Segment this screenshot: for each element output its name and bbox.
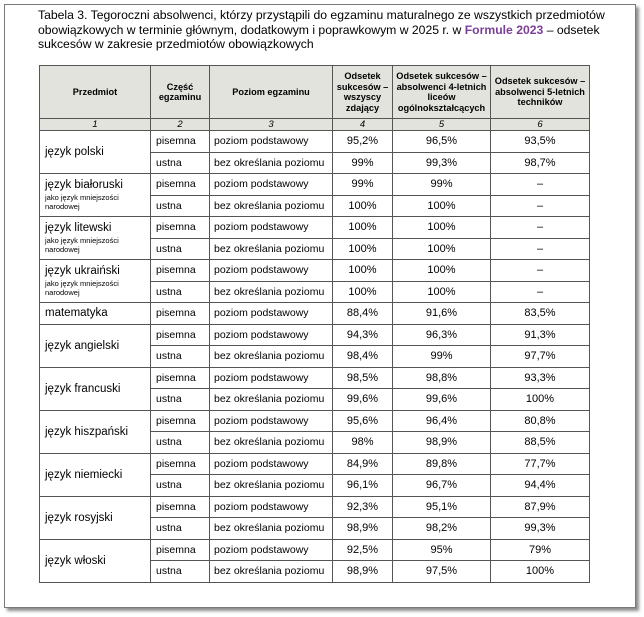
part-cell: ustna: [151, 475, 210, 497]
header-part: Część egzaminu: [151, 66, 210, 119]
subject-name: język białoruski: [45, 179, 123, 191]
success-tech-cell: 87,9%: [491, 496, 590, 518]
part-cell: ustna: [151, 518, 210, 540]
success-tech-cell: 93,3%: [491, 367, 590, 389]
header-tech: Odsetek sukcesów – absolwenci 5-letnich techników: [491, 66, 590, 119]
success-lo-cell: 96,7%: [393, 475, 491, 497]
level-cell: poziom podstawowy: [210, 174, 333, 196]
level-cell: poziom podstawowy: [210, 260, 333, 282]
subject-cell: [40, 410, 151, 453]
success-lo-cell: 99%: [393, 346, 491, 368]
success-all-cell: 100%: [333, 281, 393, 303]
level-cell: poziom podstawowy: [210, 324, 333, 346]
success-tech-cell: 83,5%: [491, 303, 590, 325]
subject-name: język niemiecki: [45, 468, 123, 481]
subject-note: jako język mniejszości narodowej: [45, 279, 119, 297]
success-lo-cell: 100%: [393, 260, 491, 282]
success-tech-cell: 94,4%: [491, 475, 590, 497]
subject-name: język hiszpański: [45, 425, 129, 438]
level-cell: poziom podstawowy: [210, 496, 333, 518]
success-tech-cell: 88,5%: [491, 432, 590, 454]
success-tech-cell: –: [491, 281, 590, 303]
subject-note: jako język mniejszości narodowej: [45, 193, 119, 211]
part-cell: pisemna: [151, 174, 210, 196]
success-lo-cell: 98,9%: [393, 432, 491, 454]
header-row: [40, 66, 590, 119]
part-cell: pisemna: [151, 496, 210, 518]
table-row: [40, 367, 590, 389]
column-number: 6: [491, 119, 590, 131]
success-tech-cell: 79%: [491, 539, 590, 561]
part-cell: ustna: [151, 238, 210, 260]
success-all-cell: 98,4%: [333, 346, 393, 368]
success-all-cell: 98,9%: [333, 518, 393, 540]
part-cell: ustna: [151, 281, 210, 303]
success-all-cell: 100%: [333, 238, 393, 260]
table-row: [40, 217, 590, 239]
success-tech-cell: 77,7%: [491, 453, 590, 475]
success-lo-cell: 100%: [393, 195, 491, 217]
subject-cell: [40, 131, 151, 174]
subject-name: język angielski: [45, 339, 120, 352]
subject-cell: [40, 174, 151, 217]
subject-cell: [40, 260, 151, 303]
subject-cell: [40, 367, 151, 410]
level-cell: bez określania poziomu: [210, 518, 333, 540]
success-all-cell: 100%: [333, 195, 393, 217]
caption-text: Tabela 3. Tegoroczni absolwenci, którzy przystąpili do egzaminu maturalnego ze wszystkich przedmiotów obowiązkowych w terminie głównym, dodatkowym i poprawkowym w 2025 r. w: [38, 8, 605, 37]
success-lo-cell: 100%: [393, 217, 491, 239]
success-lo-cell: 99,3%: [393, 152, 491, 174]
subject-name: język włoski: [45, 554, 106, 567]
level-cell: poziom podstawowy: [210, 367, 333, 389]
success-lo-cell: 96,5%: [393, 131, 491, 153]
column-number-row: [40, 119, 590, 131]
part-cell: pisemna: [151, 367, 210, 389]
success-lo-cell: 97,5%: [393, 561, 491, 583]
success-lo-cell: 96,3%: [393, 324, 491, 346]
table-row: [40, 410, 590, 432]
level-cell: poziom podstawowy: [210, 410, 333, 432]
table-row: [40, 303, 590, 325]
part-cell: ustna: [151, 195, 210, 217]
part-cell: pisemna: [151, 324, 210, 346]
success-lo-cell: 89,8%: [393, 453, 491, 475]
success-all-cell: 99,6%: [333, 389, 393, 411]
column-number: 5: [393, 119, 491, 131]
header-subject: Przedmiot: [40, 66, 151, 119]
level-cell: bez określania poziomu: [210, 152, 333, 174]
subject-name: język litewski: [45, 222, 112, 234]
column-number: 3: [210, 119, 333, 131]
success-tech-cell: –: [491, 238, 590, 260]
subject-name: matematyka: [45, 307, 108, 320]
level-cell: poziom podstawowy: [210, 453, 333, 475]
subject-cell: [40, 303, 151, 325]
success-all-cell: 96,1%: [333, 475, 393, 497]
level-cell: poziom podstawowy: [210, 539, 333, 561]
table-caption: [38, 8, 618, 52]
success-lo-cell: 95%: [393, 539, 491, 561]
success-all-cell: 94,3%: [333, 324, 393, 346]
level-cell: poziom podstawowy: [210, 303, 333, 325]
part-cell: ustna: [151, 152, 210, 174]
success-all-cell: 100%: [333, 260, 393, 282]
header-all: Odsetek sukcesów – wszyscy zdający: [333, 66, 393, 119]
subject-name: język ukraiński: [45, 265, 120, 277]
success-tech-cell: 80,8%: [491, 410, 590, 432]
level-cell: bez określania poziomu: [210, 561, 333, 583]
table-body: [40, 131, 590, 583]
success-lo-cell: 100%: [393, 238, 491, 260]
success-lo-cell: 99%: [393, 174, 491, 196]
table-row: [40, 496, 590, 518]
table-row: [40, 260, 590, 282]
subject-name: język polski: [45, 146, 104, 158]
success-lo-cell: 91,6%: [393, 303, 491, 325]
part-cell: ustna: [151, 561, 210, 583]
success-tech-cell: 91,3%: [491, 324, 590, 346]
table-row: [40, 453, 590, 475]
success-tech-cell: 100%: [491, 389, 590, 411]
success-all-cell: 95,6%: [333, 410, 393, 432]
success-all-cell: 84,9%: [333, 453, 393, 475]
subject-note: jako język mniejszości narodowej: [45, 236, 119, 254]
header-lo: Odsetek sukcesów – absolwenci 4-letnich liceów ogólnokształcących: [393, 66, 491, 119]
column-number: 4: [333, 119, 393, 131]
subject-cell: [40, 324, 151, 367]
success-tech-cell: –: [491, 195, 590, 217]
level-cell: bez określania poziomu: [210, 475, 333, 497]
part-cell: pisemna: [151, 410, 210, 432]
part-cell: pisemna: [151, 303, 210, 325]
column-number: 2: [151, 119, 210, 131]
level-cell: bez określania poziomu: [210, 195, 333, 217]
success-lo-cell: 98,2%: [393, 518, 491, 540]
success-lo-cell: 95,1%: [393, 496, 491, 518]
success-all-cell: 99%: [333, 174, 393, 196]
success-all-cell: 88,4%: [333, 303, 393, 325]
header-level: Poziom egzaminu: [210, 66, 333, 119]
subject-cell: [40, 539, 151, 582]
level-cell: bez określania poziomu: [210, 346, 333, 368]
part-cell: ustna: [151, 346, 210, 368]
subject-cell: [40, 496, 151, 539]
success-all-cell: 100%: [333, 217, 393, 239]
subject-name: język francuski: [45, 382, 121, 395]
column-number: 1: [40, 119, 151, 131]
table-row: [40, 131, 590, 153]
level-cell: bez określania poziomu: [210, 281, 333, 303]
part-cell: pisemna: [151, 260, 210, 282]
success-lo-cell: 98,8%: [393, 367, 491, 389]
part-cell: pisemna: [151, 539, 210, 561]
success-all-cell: 92,5%: [333, 539, 393, 561]
caption-tail: – odsetek sukcesów w zakresie przedmiotów obowiązkowych: [38, 22, 600, 52]
success-all-cell: 92,3%: [333, 496, 393, 518]
level-cell: poziom podstawowy: [210, 131, 333, 153]
caption-accent: Formule 2023: [464, 22, 544, 37]
level-cell: bez określania poziomu: [210, 238, 333, 260]
results-table: [39, 65, 590, 583]
success-tech-cell: –: [491, 217, 590, 239]
success-tech-cell: 93,5%: [491, 131, 590, 153]
table-row: [40, 174, 590, 196]
success-lo-cell: 96,4%: [393, 410, 491, 432]
subject-cell: [40, 453, 151, 496]
table-row: [40, 539, 590, 561]
success-lo-cell: 99,6%: [393, 389, 491, 411]
part-cell: pisemna: [151, 217, 210, 239]
level-cell: bez określania poziomu: [210, 389, 333, 411]
part-cell: ustna: [151, 389, 210, 411]
level-cell: poziom podstawowy: [210, 217, 333, 239]
part-cell: pisemna: [151, 453, 210, 475]
success-all-cell: 99%: [333, 152, 393, 174]
table-row: [40, 324, 590, 346]
subject-name: język rosyjski: [45, 511, 113, 524]
success-tech-cell: 99,3%: [491, 518, 590, 540]
success-all-cell: 98,9%: [333, 561, 393, 583]
part-cell: ustna: [151, 432, 210, 454]
level-cell: bez określania poziomu: [210, 432, 333, 454]
success-all-cell: 98%: [333, 432, 393, 454]
success-all-cell: 98,5%: [333, 367, 393, 389]
success-tech-cell: 97,7%: [491, 346, 590, 368]
success-lo-cell: 100%: [393, 281, 491, 303]
subject-cell: [40, 217, 151, 260]
success-tech-cell: 98,7%: [491, 152, 590, 174]
success-tech-cell: –: [491, 174, 590, 196]
success-tech-cell: 100%: [491, 561, 590, 583]
success-tech-cell: –: [491, 260, 590, 282]
success-all-cell: 95,2%: [333, 131, 393, 153]
part-cell: pisemna: [151, 131, 210, 153]
